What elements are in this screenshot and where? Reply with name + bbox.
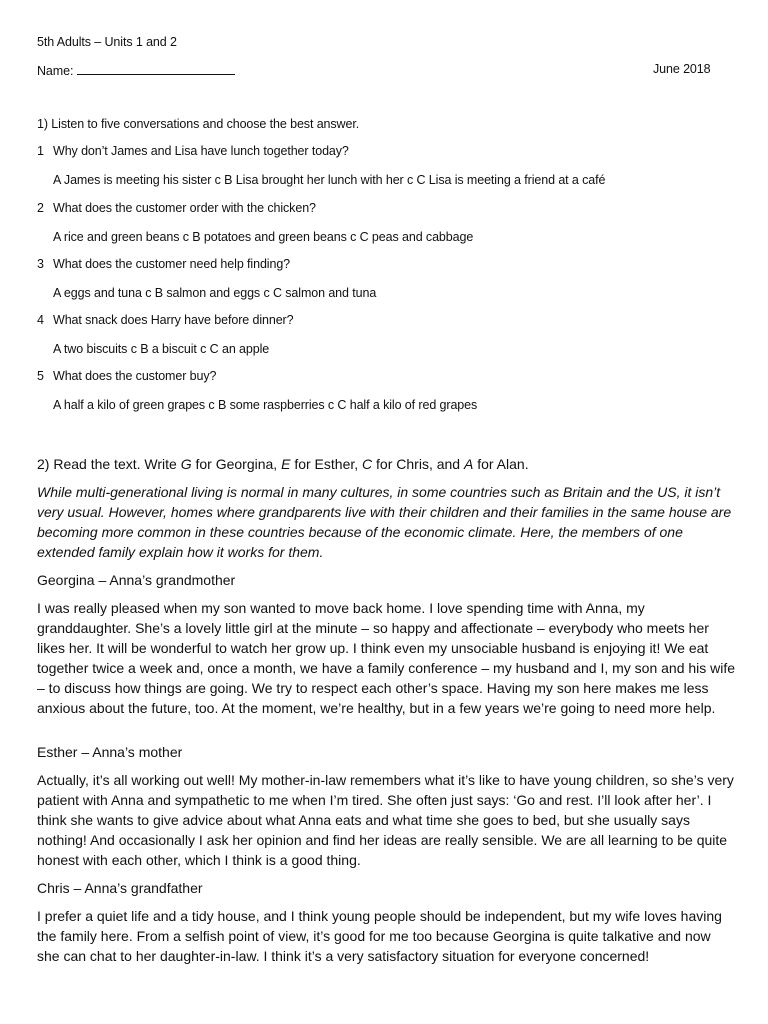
question-4 <box>37 313 293 327</box>
question-5 <box>37 369 216 383</box>
letter-a: A <box>463 456 474 472</box>
esther-text: Actually, it’s all working out well! My mother-in-law remembers what it’s like to have young children, so she’s very patient with Anna and sympathetic to me when I’m tired. She often just says: ‘Go and rest. I’ll look after her’. I think she wants to give advice about what Anna eats and what time she goes to bed, but she usually says nothing! And occasionally I ask her opinion and find her ideas are really sensible. We are all learning to be quite honest with each other, which I think is a good thing. <box>37 772 734 868</box>
name-blank-line[interactable] <box>77 62 235 75</box>
instruction-text: 2) Read the text. Write <box>37 456 181 472</box>
name-field-row <box>37 62 235 78</box>
question-2-options[interactable]: A rice and green beans c B potatoes and green beans c C peas and cabbage <box>53 230 474 244</box>
instruction-text: for Alan. <box>473 456 529 472</box>
question-text: What snack does Harry have before dinner? <box>53 313 294 327</box>
question-4-options[interactable]: A two biscuits c B a biscuit c C an apple <box>53 342 270 356</box>
question-text: What does the customer order with the chicken? <box>53 201 316 215</box>
section1-instruction: 1) Listen to five conversations and choose the best answer. <box>37 117 360 131</box>
chris-heading: Chris – Anna’s grandfather <box>37 880 203 896</box>
letter-g: G <box>180 456 192 472</box>
question-number: 2 <box>37 201 44 215</box>
question-text: What does the customer buy? <box>53 369 217 383</box>
question-1-options[interactable]: A James is meeting his sister c B Lisa brought her lunch with her c C Lisa is meeting a friend at a café <box>53 173 606 187</box>
question-text: Why don’t James and Lisa have lunch together today? <box>53 144 349 158</box>
instruction-text: for Georgina, <box>191 456 282 472</box>
instruction-text: for Chris, and <box>372 456 464 472</box>
course-title: 5th Adults – Units 1 and 2 <box>37 35 177 49</box>
question-3-options[interactable]: A eggs and tuna c B salmon and eggs c C salmon and tuna <box>53 286 377 300</box>
question-number: 5 <box>37 369 44 383</box>
question-3 <box>37 257 290 271</box>
instruction-text: for Esther, <box>290 456 363 472</box>
question-5-options[interactable]: A half a kilo of green grapes c B some raspberries c C half a kilo of red grapes <box>53 398 478 412</box>
question-1 <box>37 144 349 158</box>
intro-paragraph: While multi-generational living is normal in many cultures, in some countries such as Britain and the US, it isn’t very usual. However, homes where grandparents live with their children and their families in the same house are becoming more common in these countries because of the economic climate. Here, the members of one extended family explain how it works for them. <box>37 484 732 560</box>
georgina-heading: Georgina – Anna’s grandmother <box>37 572 236 588</box>
question-number: 3 <box>37 257 44 271</box>
letter-c: C <box>362 456 373 472</box>
section2-instruction <box>37 454 529 474</box>
question-number: 4 <box>37 313 44 327</box>
letter-e: E <box>281 456 291 472</box>
question-number: 1 <box>37 144 44 158</box>
chris-text: I prefer a quiet life and a tidy house, and I think young people should be independent, but my wife loves having the family here. From a selfish point of view, it’s good for me too because Georgina is quite talkative and now she can chat to her daughter-in-law. I think it’s a very satisfactory situation for everyone concerned! <box>37 908 722 964</box>
georgina-text: I was really pleased when my son wanted to move back home. I love spending time with Anna, my granddaughter. She’s a lovely little girl at the minute – so happy and affectionate – everybody who meets her likes her. It will be wonderful to watch her grow up. I think even my unsociable husband is enjoying it! We eat together twice a week and, once a month, we have a family conference – my husband and I, my son and his wife – to discuss how things are going. We try to respect each other’s space. Having my son here makes me less anxious about the future, too. At the moment, we’re healthy, but in a few years we’re going to need more help. <box>37 600 736 716</box>
question-text: What does the customer need help finding? <box>53 257 291 271</box>
name-label: Name: <box>37 64 74 78</box>
esther-heading: Esther – Anna’s mother <box>37 744 183 760</box>
date-label: June 2018 <box>653 62 711 76</box>
question-2 <box>37 201 316 215</box>
